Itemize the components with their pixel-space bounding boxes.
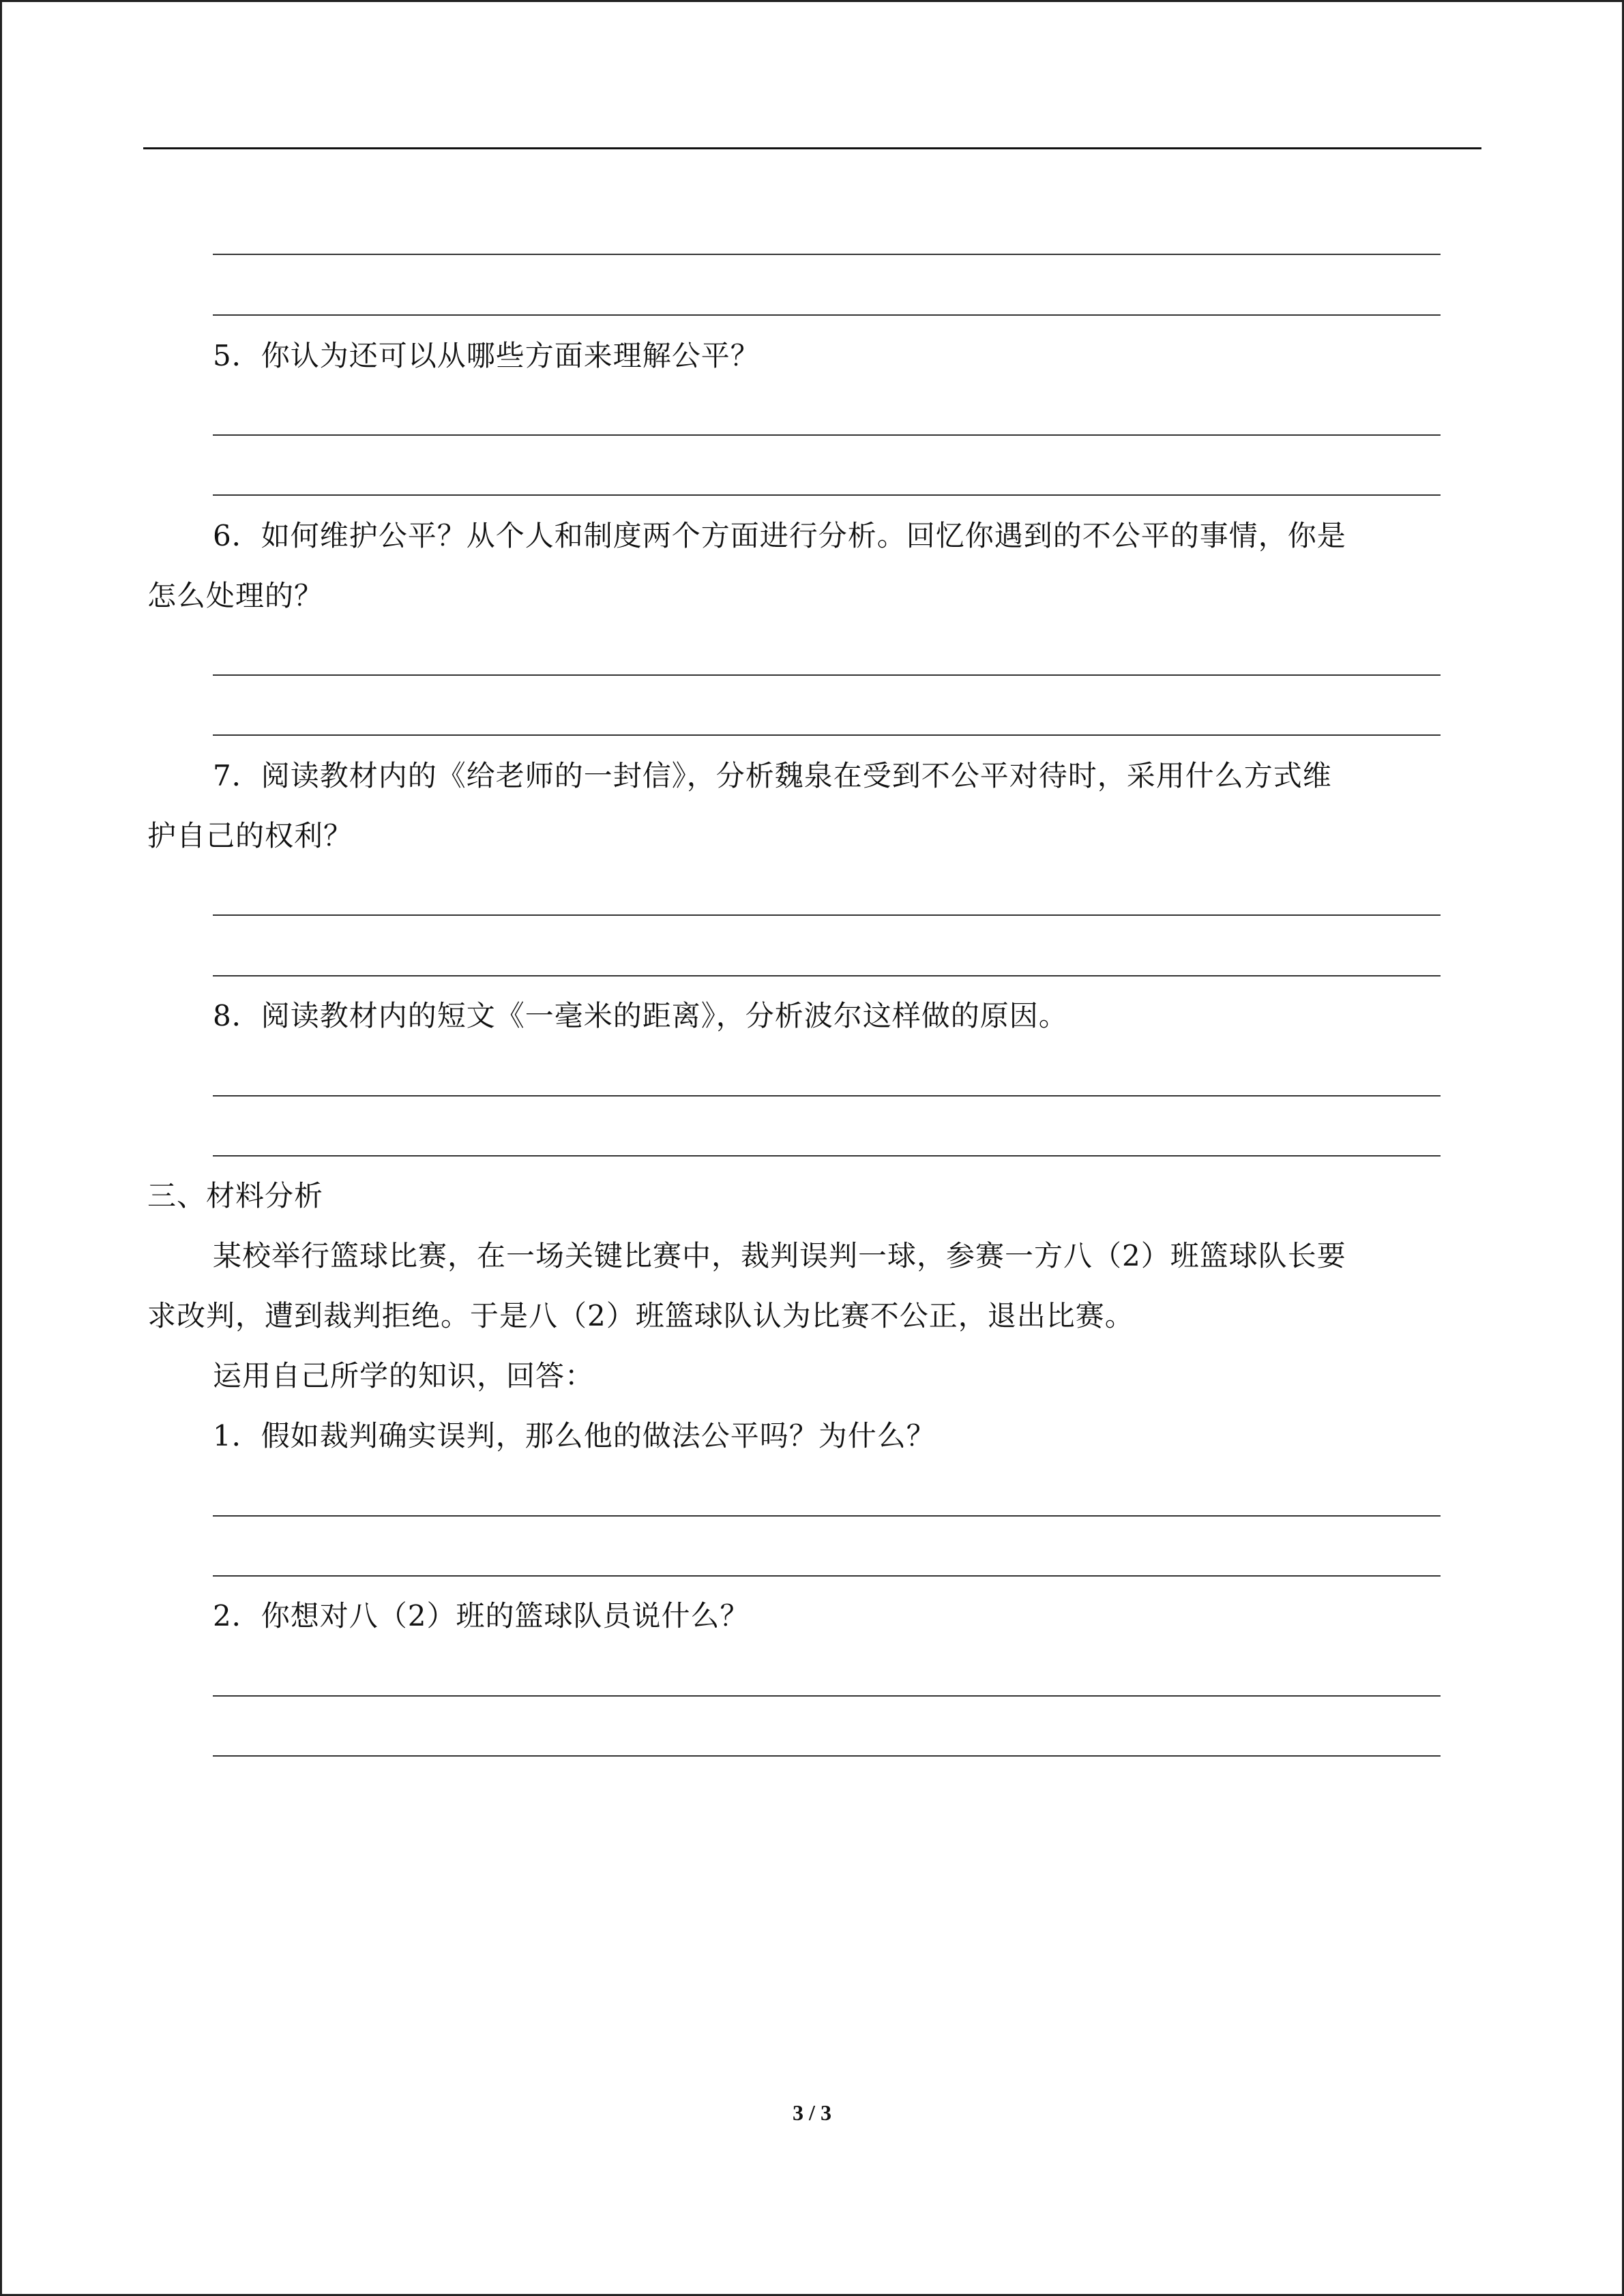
material-line-2: 求改判，遭到裁判拒绝。于是八（2）班篮球队认为比赛不公正，退出比赛。 xyxy=(147,1299,1134,1332)
question-8: 8．阅读教材内的短文《一毫米的距离》，分析波尔这样做的原因。 xyxy=(213,999,1068,1032)
section-3-title: 三、材料分析 xyxy=(147,1179,324,1212)
question-6-line-2: 怎么处理的？ xyxy=(147,579,324,612)
section-3-question-2: 2．你想对八（2）班的篮球队员说什么？ xyxy=(213,1599,750,1632)
answer-line xyxy=(213,254,1441,255)
question-7-line-1: 7．阅读教材内的《给老师的一封信》，分析魏泉在受到不公平对待时，采用什么方式维 xyxy=(213,759,1332,792)
answer-line xyxy=(213,1515,1441,1517)
answer-line xyxy=(213,314,1441,316)
material-line-1: 某校举行篮球比赛，在一场关键比赛中，裁判误判一球，参赛一方八（2）班篮球队长要 xyxy=(213,1239,1346,1272)
answer-line xyxy=(213,914,1441,916)
header-rule xyxy=(143,147,1481,149)
page-number: 3 / 3 xyxy=(793,2100,831,2125)
answer-line xyxy=(213,1095,1441,1097)
answer-line xyxy=(213,494,1441,496)
answer-line xyxy=(213,1695,1441,1697)
answer-line xyxy=(213,734,1441,736)
answer-line xyxy=(213,674,1441,676)
question-6-line-1: 6．如何维护公平？从个人和制度两个方面进行分析。回忆你遇到的不公平的事情，你是 xyxy=(213,519,1346,552)
answer-line xyxy=(213,1155,1441,1157)
section-3-question-1: 1．假如裁判确实误判，那么他的做法公平吗？为什么？ xyxy=(213,1419,936,1452)
answer-line xyxy=(213,1575,1441,1577)
question-5: 5．你认为还可以从哪些方面来理解公平？ xyxy=(213,339,760,372)
instruction: 运用自己所学的知识，回答： xyxy=(213,1359,595,1392)
answer-line xyxy=(213,975,1441,976)
question-7-line-2: 护自己的权利？ xyxy=(147,819,353,852)
answer-line xyxy=(213,1755,1441,1757)
answer-line xyxy=(213,434,1441,436)
